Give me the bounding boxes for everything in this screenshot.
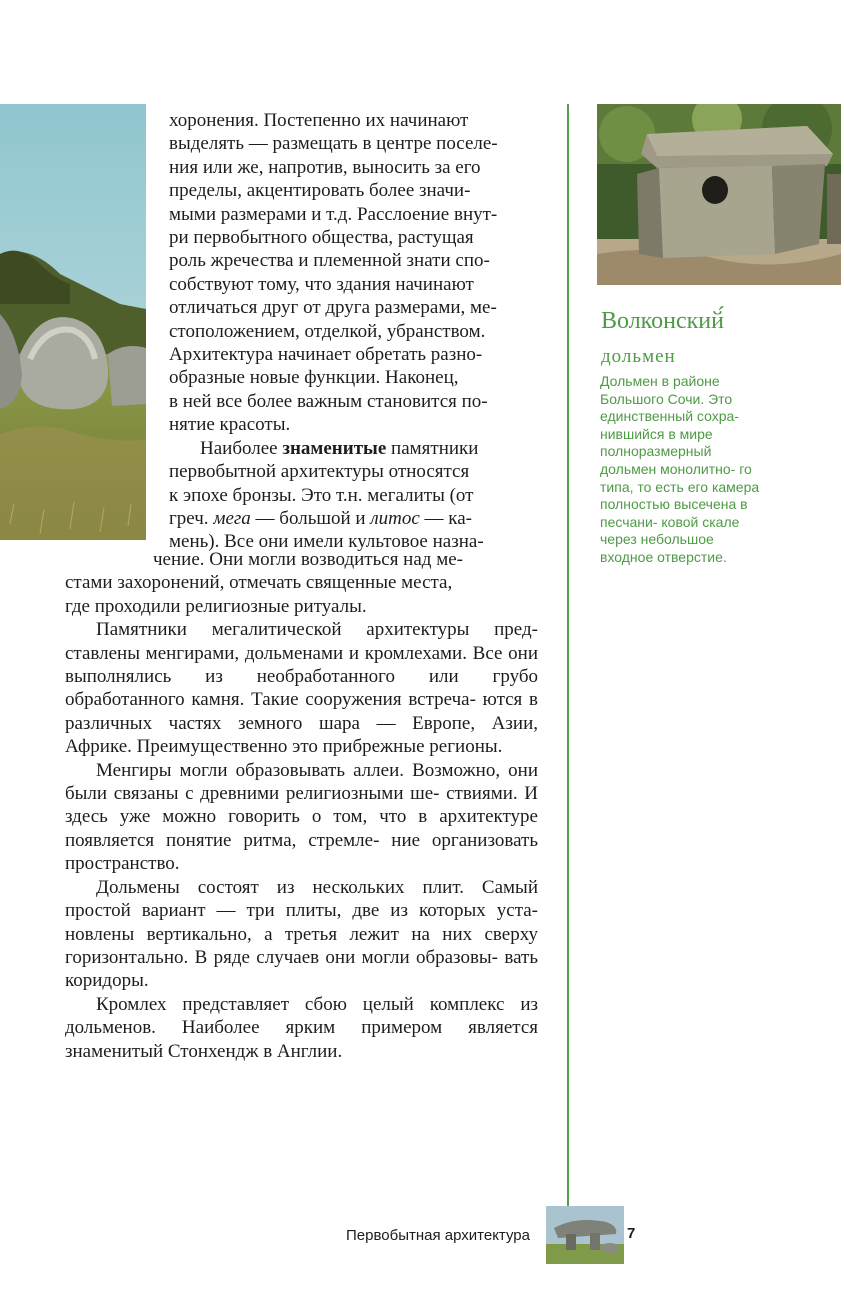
para2-line: первобытной архитектуры относятся: [169, 461, 470, 483]
bold-term: знаменитые: [282, 437, 387, 459]
para1-line: ния или же, напротив, выносить за его: [169, 156, 481, 178]
para2-line: [169, 507, 538, 530]
italic-term: литос: [370, 507, 420, 529]
para1-line: собствуют тому, что здания начинают: [169, 273, 474, 295]
paragraph: Памятники мегалитической архитектуры пред- ставлены менгирами, дольменами и кромлехами. Все они выполнялись из необработанного или грубо обработанного камня. Такие сооружения встреча- ются в различных частях земного шара — Европе, Азии, Африке. Преимущественно это прибрежные регионы.: [65, 619, 538, 758]
para1-line: выделять — размещать в центре поселе-: [169, 133, 498, 155]
sidebar-caption: Дольмен в районе Большого Сочи. Это единственный сохра- нившийся в мире полноразмерный дольмен монолитно- го типа, то есть его камера полностью высечена в песчани- ковой скале через небольшое входное отверстие.: [600, 373, 760, 565]
menhirs-photo: [0, 104, 146, 540]
para2-line: к эпохе бронзы. Это т.н. мегалиты (от: [169, 484, 474, 506]
main-column-text: [65, 548, 538, 1063]
sidebar-title: [601, 303, 821, 375]
italic-term: мега: [213, 507, 251, 529]
page-number: 7: [627, 1225, 636, 1242]
para2-line: стами захоронений, отмечать священные места,: [65, 572, 453, 594]
para1-line: отличаться друг от друга размерами, ме-: [169, 297, 497, 319]
para1-line: ри первобытного общества, растущая: [169, 227, 474, 249]
para1-line: нятие красоты.: [169, 414, 291, 436]
para1-line: в ней все более важным становится по-: [169, 390, 488, 412]
para1-line: хоронения. Постепенно их начинают: [169, 110, 469, 131]
paragraph: Кромлех представляет сбою целый комплекс из дольменов. Наиболее ярким примером является знаменитый Стонхендж в Англии.: [65, 993, 538, 1062]
text-run: памятники: [386, 437, 479, 459]
para1-line: мыми размерами и т.д. Расслоение внут-: [169, 203, 498, 225]
para2-line: [169, 437, 538, 460]
text-run: — большой и: [250, 507, 371, 529]
paragraph: Менгиры могли образовывать аллеи. Возможно, они были связаны с древними религиозными ше- ствиями. И здесь уже можно говорить о том, что в архитектуре появляется понятие ритма, стремле- ние организовать пространство.: [65, 759, 538, 875]
sidebar-title-line2: дольмен: [601, 346, 676, 367]
para2-line: мень). Все они имели культовое назна-: [169, 531, 484, 553]
para2-line: где проходили религиозные ритуалы.: [65, 595, 367, 617]
para1-line: пределы, акцентировать более значи-: [169, 180, 471, 202]
para1-line: Архитектура начинает обретать разно-: [169, 344, 483, 366]
text-run: Наиболее: [200, 437, 283, 459]
dolmen-thumbnail: [546, 1206, 624, 1264]
running-footer-title: Первобытная архитектура: [346, 1227, 530, 1244]
dolmen-photo: [597, 104, 841, 285]
sidebar-title-line1: Волконский́: [601, 308, 724, 334]
column-divider: [567, 104, 569, 1248]
text-run: — ка-: [419, 507, 472, 529]
paragraph: Дольмены состоят из нескольких плит. Самый простой вариант — три плиты, две из которых уста- новлены вертикально, а третья лежит на них сверху горизонтально. В ряде случаев они могли образовы- вать коридоры.: [65, 876, 538, 992]
para2-line: чение. Они могли возводиться над ме-: [153, 549, 463, 570]
para1-line: стоположением, отделкой, убранством.: [169, 320, 486, 342]
intro-column-text: [169, 109, 538, 554]
para1-line: образные новые функции. Наконец,: [169, 367, 459, 389]
para1-line: роль жречества и племенной знати спо-: [169, 250, 490, 272]
text-run: греч.: [169, 507, 214, 529]
